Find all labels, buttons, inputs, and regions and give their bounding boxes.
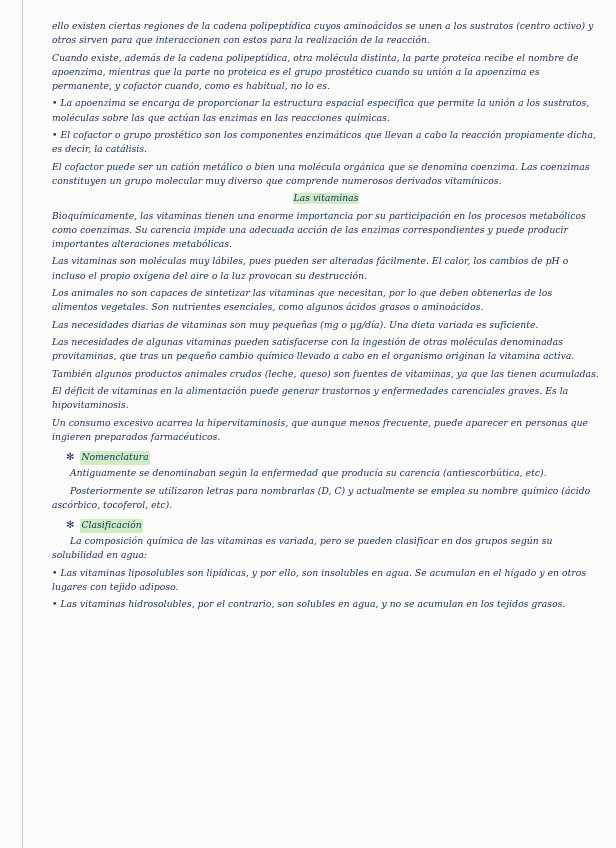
margin-line — [22, 0, 23, 848]
paragraph-vitaminas-5: Las necesidades de algunas vitaminas pueden satisfacerse con la ingestión de otras moléculas denominadas provitaminas, que tras un pequeño cambio químico llevado a cabo en el organismo originan la vitamina activa. — [52, 336, 575, 363]
paragraph-vitaminas-6: También algunos productos animales crudos (leche, queso) son fuentes de vitaminas, ya que las tienen acumuladas. — [52, 368, 599, 380]
paragraph-intro-2: Cuando existe, además de la cadena polipeptídica, otra molécula distinta, la parte proteica recibe el nombre de apoenzima, mientras que la parte no proteica es el grupo prostético cuando su unión a la apoenzima es permanente, y cofactor cuando, como es habitual, no lo es. — [52, 52, 579, 92]
paragraph-clasificacion-3: • Las vitaminas hidrosolubles, por el contrario, son solubles en agua, y no se acumulan en los tejidos grasos. — [52, 599, 566, 611]
clasificacion-heading — [66, 519, 600, 533]
paragraph-vitaminas-2: Las vitaminas son moléculas muy lábiles, pues pueden ser alteradas fácilmente. El calor, los cambios de pH o incluso el propio oxígeno del aire o la luz provocan su destrucción. — [52, 256, 569, 282]
paragraph-vitaminas-4: Las necesidades diarias de vitaminas son muy pequeñas (mg o µg/día). Una dieta variada es suficiente. — [52, 319, 539, 331]
paragraph-nomenclatura-2: Posteriormente se utilizaron letras para nombrarlas (D, C) y actualmente se emplea su nombre químico (ácido ascórbico, tocoferol, etc). — [52, 485, 591, 511]
clasificacion-title: Clasificación — [80, 519, 142, 533]
paragraph-intro-4: • El cofactor o grupo prostético son los componentes enzimáticos que llevan a cabo la reacción propiamente dicha, es decir, la catálisis. — [52, 129, 597, 156]
paragraph-clasificacion-1: La composición química de las vitaminas es variada, pero se pueden clasificar en dos grupos según su solubilidad en agua: — [52, 536, 553, 562]
vitaminas-title: Las vitaminas — [293, 193, 359, 205]
nomenclatura-heading — [66, 451, 600, 465]
paragraph-clasificacion-2: • Las vitaminas liposolubles son lipídicas, y por ello, son insolubles en agua. Se acumulan en el hígado y en otros lugares con tejido adiposo. — [52, 567, 587, 593]
paragraph-vitaminas-7: El déficit de vitaminas en la alimentación puede generar trastornos y enfermedades carenciales graves. Es la hipovitaminosis. — [52, 385, 569, 412]
paragraph-intro-5: El cofactor puede ser un catión metálico o bien una molécula orgánica que se denomina coenzima. Las coenzimas constituyen un grupo molecular muy diverso que comprende numerosos derivados vitamínicos. — [52, 161, 590, 187]
nomenclatura-title: Nomenclatura — [80, 451, 149, 465]
star-icon: ✻ — [66, 519, 75, 531]
star-icon: ✻ — [66, 451, 75, 463]
paragraph-vitaminas-8: Un consumo excesivo acarrea la hipervitaminosis, que aunque menos frecuente, puede aparecer en personas que ingieren preparados farmacéuticos. — [52, 417, 589, 443]
paragraph-nomenclatura-1: Antiguamente se denominaban según la enfermedad que producía su carencia (antiescorbútica, etc). — [70, 468, 547, 480]
paragraph-intro-3: • La apoenzima se encarga de proporcionar la estructura espacial específica que permite la unión a los sustratos, moléculas sobre las que actúan las enzimas en las reacciones químicas. — [52, 98, 590, 124]
paragraph-vitaminas-1: Bioquímicamente, las vitaminas tienen una enorme importancia por su participación en los procesos metabólicos como coenzimas. Su carencia impide una adecuada acción de las enzimas correspondientes y puede producir importantes alteraciones metabólicas. — [52, 210, 586, 250]
paragraph-vitaminas-3: Los animales no son capaces de sintetizar las vitaminas que necesitan, por lo que deben obtenerlas de los alimentos vegetales. Son nutrientes esenciales, como algunos ácidos grasos o aminoácidos. — [52, 287, 553, 314]
handwritten-notes — [52, 20, 600, 616]
vitaminas-heading — [52, 192, 600, 206]
paragraph-intro-1: ello existen ciertas regiones de la cadena polipeptídica cuyos aminoácidos se unen a los sustratos (centro activo) y otros sirven para que interaccionen con estos para la realización de la reacción. — [52, 21, 594, 47]
